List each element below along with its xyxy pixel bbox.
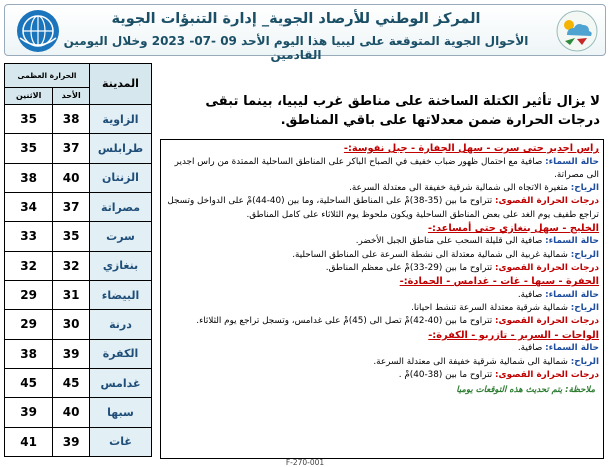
table-row (5, 192, 152, 221)
temp-line (163, 369, 599, 382)
sky-line (163, 235, 599, 248)
temp-day2: 45 (5, 368, 53, 397)
city-name: الكفرة (90, 339, 152, 368)
city-name: درنة (90, 310, 152, 339)
city-column-header: المدينة (90, 64, 152, 105)
temp-day1: 37 (53, 134, 90, 163)
temp-text: تتراوح ما بين (40-42)مْ تصل الى (45)مْ على غدامس، وتسجل تراجع يوم الثلاثاء. (196, 316, 493, 327)
table-row (5, 134, 152, 163)
city-name: بنغازي (90, 251, 152, 280)
temp-text: تتراوح ما بين (29-33)مْ على معظم المناطق. (325, 263, 493, 274)
temp-day1: 31 (53, 280, 90, 309)
wmo-logo-icon (15, 8, 61, 54)
city-name: الزاوية (90, 104, 152, 133)
temp-day1: 39 (53, 427, 90, 456)
sky-line (163, 156, 599, 183)
temp-day2: 33 (5, 222, 53, 251)
form-code: F-270-001 (285, 458, 325, 467)
city-name: غدامس (90, 368, 152, 397)
temp-day2: 41 (5, 427, 53, 456)
city-name: مصراتة (90, 192, 152, 221)
day1-header: الأحد (53, 87, 90, 104)
max-temperature-table (4, 63, 152, 457)
wind-line (163, 302, 599, 315)
temp-label: درجات الحرارة القصوى: (494, 263, 599, 274)
temp-day1: 37 (53, 192, 90, 221)
city-name: طرابلس (90, 134, 152, 163)
day2-header: الاثنين (5, 87, 53, 104)
sky-text: صافية. (517, 289, 543, 300)
city-name: غات (90, 427, 152, 456)
temp-line (163, 315, 599, 328)
city-name: البيضاء (90, 280, 152, 309)
temp-day2: 35 (5, 134, 53, 163)
city-name: سرت (90, 222, 152, 251)
wind-label: الرياح: (570, 183, 599, 194)
table-row (5, 339, 152, 368)
wind-line (163, 249, 599, 262)
temp-day2: 38 (5, 163, 53, 192)
table-row (5, 163, 152, 192)
temp-day2: 38 (5, 339, 53, 368)
forecast-main (160, 92, 604, 452)
wind-label: الرياح: (570, 356, 599, 367)
region-title-south: الجفرة - سبها - غات - غدامس - الحمادة:- (399, 276, 599, 288)
sky-label: حالة السماء: (545, 156, 599, 167)
wind-line (163, 356, 599, 369)
met-center-logo-icon (555, 9, 599, 53)
wind-line (163, 182, 599, 195)
wind-text: شمالية الى شمالية شرقية خفيفة الى معتدلة السرعة. (373, 356, 568, 367)
sky-line (163, 342, 599, 355)
table-row (5, 310, 152, 339)
sky-text: صافية مع احتمال ظهور ضباب خفيف في الصباح الباكر على المناطق الساحلية الممتدة من راس اجدير الى مصراتة. (174, 156, 599, 180)
forecast-headline: لا يزال تأثير الكتلة الساخنة على مناطق غرب ليبيا، بينما تبقى درجات الحرارة ضمن معدلاتها على باقي المناطق. (205, 94, 600, 128)
temp-day2: 34 (5, 192, 53, 221)
region-title-southeast: الواحات - السرير - تازربو - الكفرة:- (428, 329, 599, 341)
wind-text: شمالية شرقية معتدلة السرعة تنشط احيانا. (411, 303, 568, 314)
table-row (5, 104, 152, 133)
temp-label: درجات الحرارة القصوى: (494, 369, 599, 380)
temp-label: درجات الحرارة القصوى: (494, 196, 599, 207)
temp-day1: 40 (53, 163, 90, 192)
table-row (5, 280, 152, 309)
forecast-details-box (160, 139, 604, 459)
max-temp-header: الحرارة العظمى (5, 64, 90, 88)
sky-text: صافية الى قليلة السحب على مناطق الجبل الأخضر. (355, 236, 543, 247)
sky-label: حالة السماء: (545, 236, 599, 247)
sky-text: صافية. (517, 343, 543, 354)
wind-label: الرياح: (570, 249, 599, 260)
temp-label: درجات الحرارة القصوى: (494, 316, 599, 327)
region-title-benghazi: الخليج - سهل بنغازي حتى أمساعد:- (427, 222, 599, 234)
table-row (5, 398, 152, 427)
city-name: سبها (90, 398, 152, 427)
temp-line (163, 195, 599, 222)
temp-day1: 40 (53, 398, 90, 427)
wind-text: شمالية غربية الى شمالية معتدلة الى نشطة السرعة على المناطق الساحلية. (292, 249, 568, 260)
city-name: الزنتان (90, 163, 152, 192)
temp-line (163, 262, 599, 275)
temp-day1: 39 (53, 339, 90, 368)
table-row (5, 251, 152, 280)
temp-day1: 38 (53, 104, 90, 133)
temp-day2: 35 (5, 104, 53, 133)
sky-label: حالة السماء: (545, 343, 599, 354)
temp-day2: 29 (5, 310, 53, 339)
temp-day2: 32 (5, 251, 53, 280)
table-row (5, 368, 152, 397)
temp-day1: 35 (53, 222, 90, 251)
wind-text: متغيرة الاتجاه الى شمالية شرقية خفيفة الى معتدلة السرعة. (349, 183, 568, 194)
sky-line (163, 289, 599, 302)
temp-day1: 32 (53, 251, 90, 280)
region-title-northwest: راس اجدير حتى سرت - سهل الجفارة - جبل نفوسة:- (343, 143, 599, 154)
page-header (4, 4, 606, 62)
temp-day1: 45 (53, 368, 90, 397)
temp-day2: 29 (5, 280, 53, 309)
wind-label: الرياح: (570, 303, 599, 314)
header-subtitle: الأحوال الجوية المتوقعة على ليبيا هذا اليوم الأحد 09 -07- 2023 وخلال اليومين القادمين (63, 34, 529, 62)
update-note: ملاحظة: يتم تحديث هذه التوقعات يوميا (456, 385, 595, 396)
header-title: المركز الوطني للأرصاد الجوية_ إدارة التنبؤات الجوية (111, 11, 481, 27)
temp-text: تتراوح ما بين (35-38)مْ على المناطق الساحلية، وما بين (40-44)مْ على الدواخل وتسجل تراجع طفيف يوم الغد على بعض المناطق الساحلية ويكون ملحوظ يوم الثلاثاء على كامل المناطق. (167, 196, 599, 220)
table-row (5, 222, 152, 251)
sky-label: حالة السماء: (545, 289, 599, 300)
temp-day1: 30 (53, 310, 90, 339)
temp-day2: 39 (5, 398, 53, 427)
temp-text: تتراوح ما بين (38-40)مْ . (398, 369, 493, 380)
table-row (5, 427, 152, 456)
